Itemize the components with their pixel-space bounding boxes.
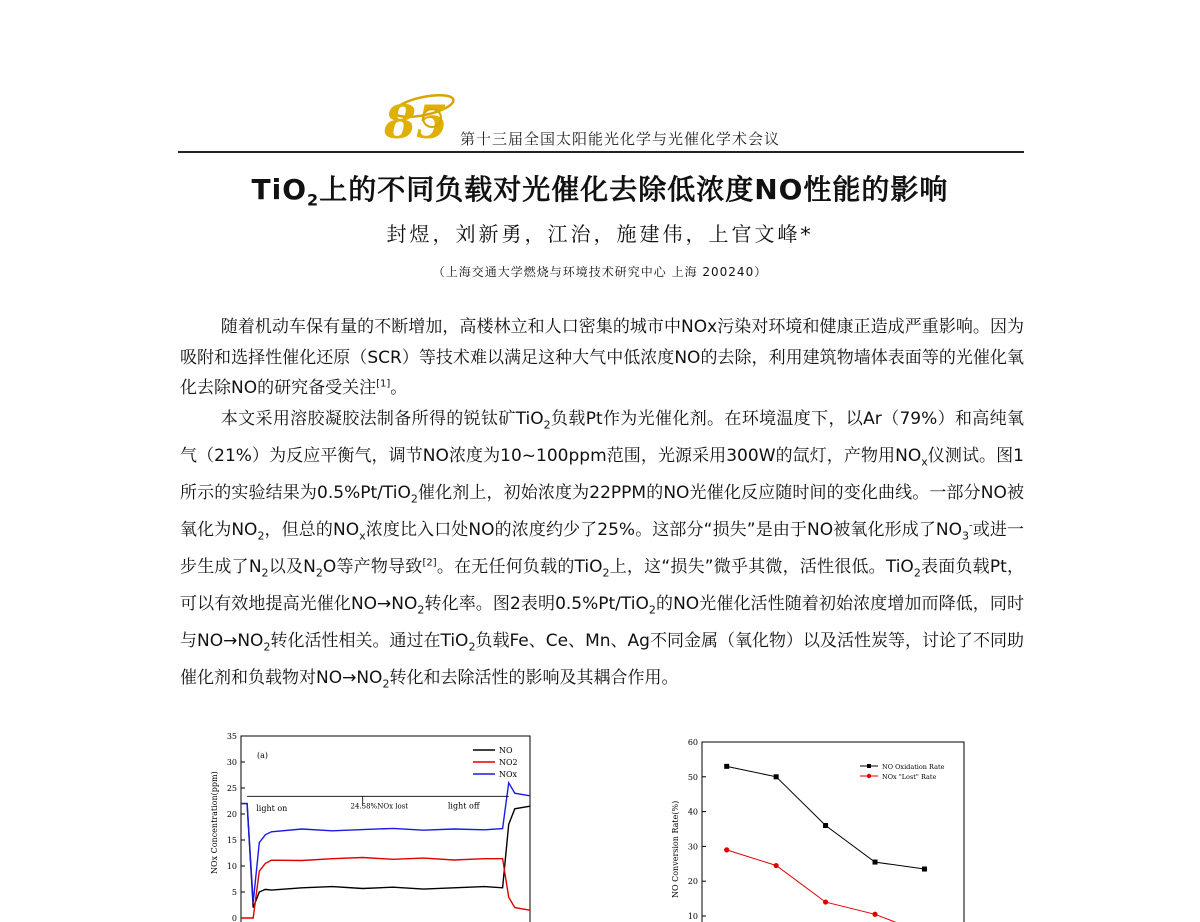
logo-text: 85 xyxy=(384,95,449,144)
y-tick-label: 25 xyxy=(226,784,237,793)
legend-marker xyxy=(867,764,871,768)
y-tick-label: 35 xyxy=(226,732,237,741)
data-point xyxy=(724,847,729,852)
y-tick-label: 15 xyxy=(226,836,237,845)
subscript: 2 xyxy=(315,566,323,580)
annotation-light-on: light on xyxy=(256,803,288,813)
y-tick-label: 20 xyxy=(226,810,237,819)
data-point xyxy=(774,863,779,868)
series-line-no xyxy=(241,804,530,908)
text-run: 负载Fe、Ce、Mn、Ag不同金属（氧化物）以及活性炭等，讨论了不同助催化剂和负载物对NO→NO xyxy=(180,630,1025,688)
legend-label: NO2 xyxy=(499,758,518,767)
text-run: 浓度比入口处NO的浓度约少了25%。这部分“损失”是由于NO被氧化形成了NO xyxy=(365,519,963,540)
y-tick-label: 30 xyxy=(226,758,237,767)
subscript: 2 xyxy=(648,603,656,617)
conference-name: 第十三届全国太阳能光化学与光催化学术会议 xyxy=(460,130,781,148)
y-tick-label: 50 xyxy=(687,772,698,782)
text-run: 本文采用溶胶凝胶法制备所得的锐钛矿TiO xyxy=(220,408,544,429)
text-run: 或进一步生成了N xyxy=(180,519,1024,577)
text-run: 表面负载Pt，可以有效地提高光催化NO→NO xyxy=(180,556,1024,614)
header-rule xyxy=(178,151,1024,153)
y-tick-label: 5 xyxy=(231,888,237,897)
authors: 封煜，刘新勇，江治，施建伟，上官文峰* xyxy=(386,222,814,246)
subscript: x xyxy=(359,529,366,543)
body-text xyxy=(180,312,1024,700)
text-run: 上，这“损失”微乎其微，活性很低。TiO xyxy=(609,556,914,577)
series-line xyxy=(727,850,925,922)
subscript: 2 xyxy=(257,529,265,543)
conference-logo xyxy=(380,88,460,144)
subscript: x xyxy=(921,455,928,469)
series-line-nox xyxy=(241,783,530,903)
subscript: 2 xyxy=(468,640,476,654)
subscript: 2 xyxy=(263,640,271,654)
paper-title xyxy=(0,168,1200,210)
legend-label: NO xyxy=(499,746,513,755)
panel-label: (a) xyxy=(257,751,269,760)
series-line xyxy=(727,766,925,869)
subscript: 2 xyxy=(410,492,418,506)
text-run: ，但总的NO xyxy=(264,519,360,540)
subscript: 2 xyxy=(602,566,610,580)
subscript: 2 xyxy=(913,566,921,580)
text-run: 随着机动车保有量的不断增加，高楼林立和人口密集的城市中NOx污染对环境和健康正造成严重影响。因为吸附和选择性催化还原（SCR）等技术难以满足这种大气中低浓度NO的去除，利用建筑物墙体表面等的光催化氧化去除NO的研究备受关注 xyxy=(180,317,1024,399)
data-point xyxy=(774,774,779,779)
data-point xyxy=(724,764,729,769)
legend-label: NOx xyxy=(499,770,518,779)
title-part: TiO xyxy=(251,173,308,206)
text-run: 转化活性相关。通过在TiO xyxy=(270,630,469,651)
subscript: 2 xyxy=(261,566,269,580)
subscript: 3 xyxy=(962,529,970,543)
data-point xyxy=(823,823,828,828)
text-run: 转化率。图2表明0.5%Pt/TiO xyxy=(424,593,649,614)
annotation-light-off: light off xyxy=(447,801,480,811)
superscript: - xyxy=(969,520,973,532)
annotation-lost: 24.58%NOx lost xyxy=(350,802,409,811)
y-axis-label: NO Conversion Rate(%) xyxy=(671,800,680,898)
citation: [1] xyxy=(376,378,391,390)
data-point xyxy=(872,912,877,917)
text-run: 仪测试。图1所示的实验结果为0.5%Pt/TiO xyxy=(180,445,1024,503)
y-tick-label: 0 xyxy=(231,914,237,922)
citation: [2] xyxy=(422,557,437,569)
y-tick-label: 30 xyxy=(687,842,698,852)
text-run: 转化和去除活性的影响及其耦合作用。 xyxy=(389,667,679,688)
text-run: 以及N xyxy=(268,556,316,577)
subscript: 2 xyxy=(543,418,551,432)
subscript: 2 xyxy=(382,677,390,691)
affiliation: （上海交通大学燃烧与环境技术研究中心 上海 200240） xyxy=(432,265,768,279)
y-axis-label: NOx Concentration(ppm) xyxy=(210,771,219,874)
paragraph-1 xyxy=(180,312,1024,404)
figure-1-chart xyxy=(205,726,545,922)
legend-label: NOx "Lost" Rate xyxy=(882,773,937,781)
text-run: 。 xyxy=(390,378,408,399)
data-point xyxy=(873,860,878,865)
data-point xyxy=(922,867,927,872)
figure-2-chart xyxy=(664,726,974,922)
subscript: 2 xyxy=(417,603,425,617)
legend-label: NO Oxidation Rate xyxy=(882,763,945,771)
text-run: 的NO光催化活性随着初始浓度增加而降低，同时与NO→NO xyxy=(180,593,1024,651)
data-point xyxy=(823,899,828,904)
y-tick-label: 20 xyxy=(687,877,698,887)
y-tick-label: 10 xyxy=(687,912,698,921)
text-run: O等产物导致 xyxy=(322,556,423,577)
y-tick-label: 10 xyxy=(226,862,237,871)
title-subscript: 2 xyxy=(307,190,320,210)
y-tick-label: 60 xyxy=(687,738,698,747)
text-run: 催化剂上，初始浓度为22PPM的NO光催化反应随时间的变化曲线。一部分NO被氧化为NO xyxy=(180,482,1024,540)
paragraph-2 xyxy=(180,404,1024,700)
text-run: 负载Pt作为光催化剂。在环境温度下，以Ar（79%）和高纯氧气（21%）为反应平衡气，调节NO浓度为10~100ppm范围，光源采用300W的氙灯，产物用NO xyxy=(180,408,1024,466)
title-part: 上的不同负载对光催化去除低浓度NO性能的影响 xyxy=(319,173,949,206)
legend-marker xyxy=(867,774,871,778)
y-tick-label: 40 xyxy=(687,807,698,817)
text-run: 。在无任何负载的TiO xyxy=(436,556,603,577)
